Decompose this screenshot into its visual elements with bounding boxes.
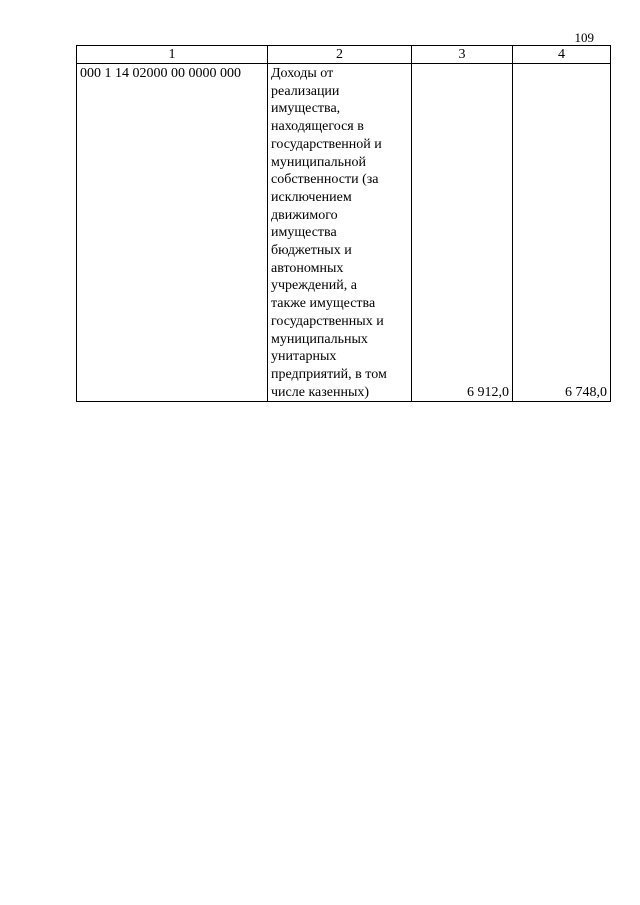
page-number: 109 xyxy=(574,30,594,45)
header-cell-4: 4 xyxy=(513,46,611,64)
header-cell-2: 2 xyxy=(268,46,412,64)
header-row xyxy=(77,46,611,64)
income-name-line: находящегося в xyxy=(271,119,364,135)
income-name-line: имущества xyxy=(271,225,337,241)
income-name-line: учреждений, а xyxy=(271,278,357,294)
income-name-line: собственности (за xyxy=(271,172,379,188)
income-name-line: также имущества xyxy=(271,296,376,312)
income-name-line: автономных xyxy=(271,260,344,276)
income-name-cell xyxy=(268,64,412,402)
income-name-line: реализации xyxy=(271,83,340,99)
income-name-line: движимого xyxy=(271,207,338,223)
value-cell-col4: 6 748,0 xyxy=(513,64,611,402)
header-cell-1: 1 xyxy=(77,46,268,64)
income-name-line: имущества, xyxy=(271,101,341,117)
income-name-line: муниципальной xyxy=(271,154,367,170)
income-name-line: муниципальных xyxy=(271,331,368,347)
income-name-line: предприятий, в том xyxy=(271,366,387,382)
budget-table xyxy=(76,45,611,402)
value-cell-col3: 6 912,0 xyxy=(412,64,513,402)
income-name-line: бюджетных и xyxy=(271,243,352,259)
income-name-line: государственной и xyxy=(271,136,382,152)
income-name-line: Доходы от xyxy=(271,66,334,81)
income-name-line: исключением xyxy=(271,189,352,205)
classification-code-cell: 000 1 14 02000 00 0000 000 xyxy=(77,64,268,402)
header-cell-3: 3 xyxy=(412,46,513,64)
table-row xyxy=(77,64,611,402)
income-name-line: государственных и xyxy=(271,313,384,329)
income-name-line: унитарных xyxy=(271,349,337,365)
income-name-line: числе казенных) xyxy=(271,384,370,400)
